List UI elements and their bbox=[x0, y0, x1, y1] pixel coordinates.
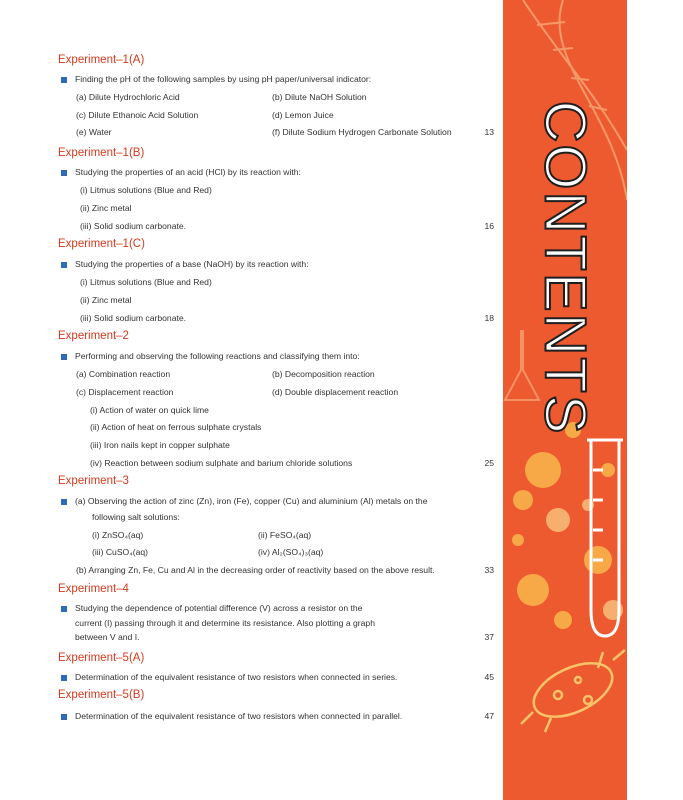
bullet-marker bbox=[61, 170, 67, 176]
bullet-marker bbox=[61, 77, 67, 83]
bullet-marker bbox=[61, 606, 67, 612]
list-item: (d) Lemon Juice bbox=[272, 110, 334, 120]
list-item: (c) Dilute Ethanoic Acid Solution bbox=[76, 110, 199, 120]
list-item: (d) Double displacement reaction bbox=[272, 387, 399, 397]
list-item: (iv) Al₂(SO₄)₃(aq) bbox=[258, 547, 324, 557]
experiment-heading: Experiment–3 bbox=[58, 475, 129, 487]
list-item: (b) Dilute NaOH Solution bbox=[272, 92, 367, 102]
experiment-description: following salt solutions: bbox=[92, 512, 180, 522]
experiment-description: Performing and observing the following reactions and classifying them into: bbox=[75, 351, 360, 361]
page-number: 13 bbox=[484, 127, 494, 137]
list-item: (iv) Reaction between sodium sulphate and barium chloride solutions bbox=[90, 458, 353, 468]
list-item: (ii) FeSO₄(aq) bbox=[258, 530, 312, 540]
experiment-description: Studying the dependence of potential difference (V) across a resistor on the bbox=[75, 603, 363, 613]
experiment-description: between V and I. bbox=[75, 632, 140, 642]
page-number: 18 bbox=[484, 313, 494, 323]
bullet-marker bbox=[61, 675, 67, 681]
list-item: (iii) Solid sodium carbonate. bbox=[80, 313, 187, 323]
experiment-description: Studying the properties of an acid (HCl) by its reaction with: bbox=[75, 167, 301, 177]
experiment-heading: Experiment–5(B) bbox=[58, 689, 145, 701]
page-number: 33 bbox=[484, 565, 494, 575]
list-item: (b) Arranging Zn, Fe, Cu and Al in the decreasing order of reactivity based on the above result. bbox=[76, 565, 435, 575]
bullet-marker bbox=[61, 262, 67, 268]
experiment-description: Studying the properties of a base (NaOH) by its reaction with: bbox=[75, 259, 309, 269]
list-item: (ii) Zinc metal bbox=[80, 295, 132, 305]
page-margin bbox=[627, 0, 683, 800]
bullet-marker bbox=[61, 354, 67, 360]
list-item: (i) Litmus solutions (Blue and Red) bbox=[80, 277, 212, 287]
contents-title: CONTENTS bbox=[532, 100, 598, 436]
experiment-heading: Experiment–2 bbox=[58, 330, 129, 342]
list-item: (ii) Action of heat on ferrous sulphate crystals bbox=[90, 422, 262, 432]
list-item: (a) Dilute Hydrochloric Acid bbox=[76, 92, 180, 102]
list-item: (i) Action of water on quick lime bbox=[90, 405, 209, 415]
page-number: 25 bbox=[484, 458, 494, 468]
experiment-description: Finding the pH of the following samples by using pH paper/universal indicator: bbox=[75, 74, 372, 84]
bullet-marker bbox=[61, 499, 67, 505]
experiment-heading: Experiment–5(A) bbox=[58, 652, 145, 664]
list-item: (iii) Iron nails kept in copper sulphate bbox=[90, 440, 230, 450]
bullet-marker bbox=[61, 714, 67, 720]
list-item: (iii) CuSO₄(aq) bbox=[92, 547, 149, 557]
experiment-description: current (I) passing through it and determine its resistance. Also plotting a graph bbox=[75, 618, 375, 628]
page-number: 47 bbox=[484, 711, 494, 721]
experiment-heading: Experiment–1(C) bbox=[58, 238, 145, 250]
list-item: (e) Water bbox=[76, 127, 112, 137]
list-item: (iii) Solid sodium carbonate. bbox=[80, 221, 187, 231]
experiment-heading: Experiment–4 bbox=[58, 583, 129, 595]
list-item: (c) Displacement reaction bbox=[76, 387, 174, 397]
list-item: (a) Combination reaction bbox=[76, 369, 171, 379]
list-item: (i) Litmus solutions (Blue and Red) bbox=[80, 185, 212, 195]
experiment-description: Determination of the equivalent resistance of two resistors when connected in parallel. bbox=[75, 711, 403, 721]
list-item: (b) Decomposition reaction bbox=[272, 369, 375, 379]
experiment-heading: Experiment–1(A) bbox=[58, 54, 145, 66]
page-number: 37 bbox=[484, 632, 494, 642]
experiment-description: Determination of the equivalent resistance of two resistors when connected in series. bbox=[75, 672, 398, 682]
list-item: (ii) Zinc metal bbox=[80, 203, 132, 213]
page-number: 16 bbox=[484, 221, 494, 231]
list-item: (f) Dilute Sodium Hydrogen Carbonate Solution bbox=[272, 127, 452, 137]
page-number: 45 bbox=[484, 672, 494, 682]
experiment-heading: Experiment–1(B) bbox=[58, 147, 145, 159]
list-item: (i) ZnSO₄(aq) bbox=[92, 530, 144, 540]
experiment-description: (a) Observing the action of zinc (Zn), iron (Fe), copper (Cu) and aluminium (Al) metals on the bbox=[75, 496, 428, 506]
